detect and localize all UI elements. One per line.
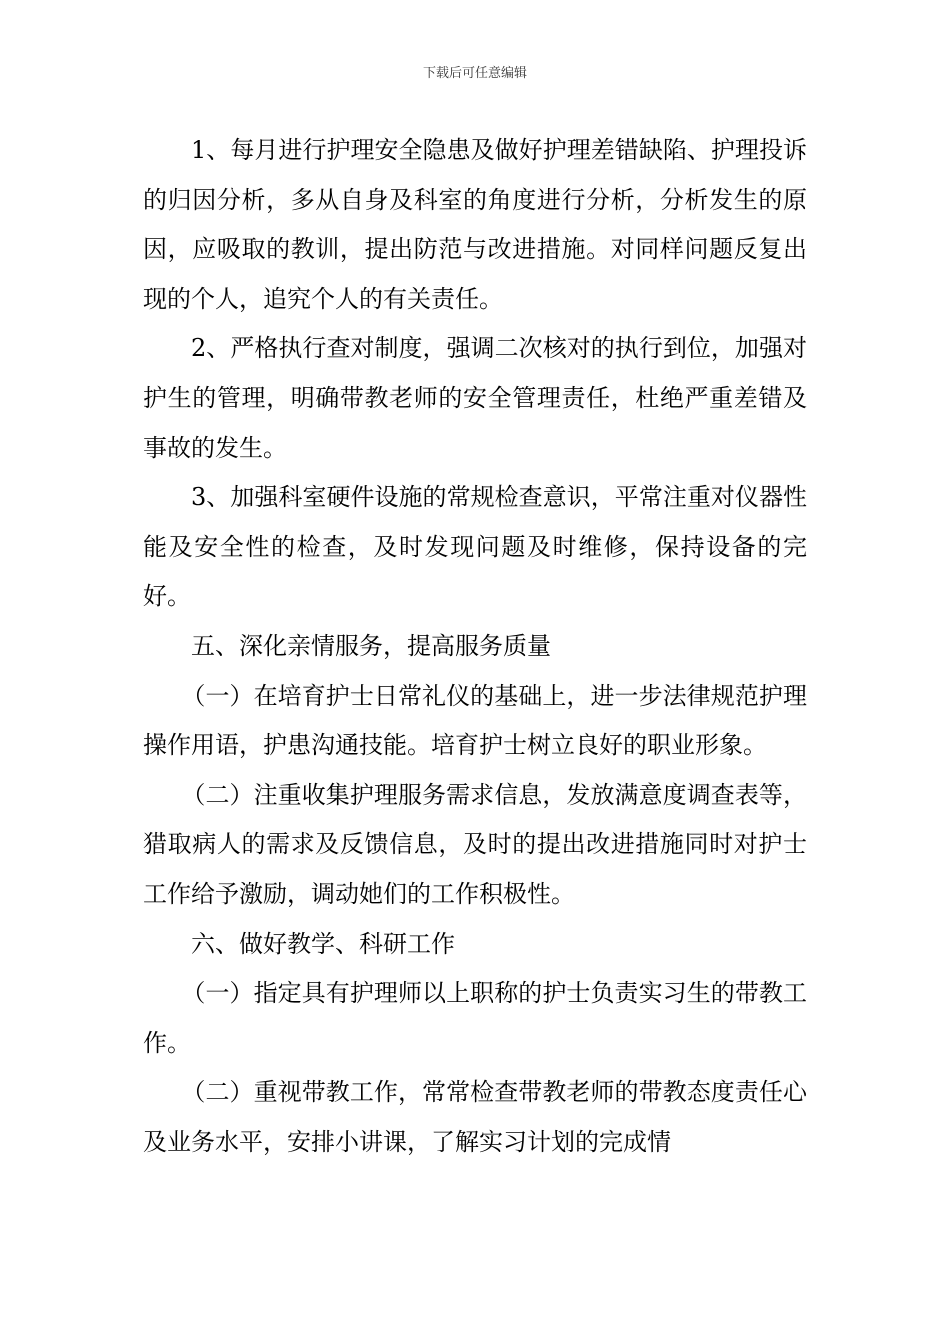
paragraph-3: 3、加强科室硬件设施的常规检查意识，平常注重对仪器性能及安全性的检查，及时发现问题及时维修，保持设备的完好。 [143,483,807,611]
document-body [143,126,807,1167]
paragraph-6-2: （二）重视带教工作，常常检查带教老师的带教态度责任心及业务水平，安排小讲课，了解实习计划的完成情 [143,1078,807,1156]
paragraph-6-1: （一）指定具有护理师以上职称的护士负责实习生的带教工作。 [143,979,807,1057]
paragraph-1: 1、每月进行护理安全隐患及做好护理差错缺陷、护理投诉的归因分析，多从自身及科室的角度进行分析，分析发生的原因，应吸取的教训，提出防范与改进措施。对同样问题反复出现的个人，追究个人的有关责任。 [143,136,807,313]
section-heading-6: 六、做好教学、科研工作 [191,929,455,958]
page-header: 下载后可任意编辑 [422,66,527,81]
paragraph-5-2: （二）注重收集护理服务需求信息，发放满意度调查表等，猎取病人的需求及反馈信息，及时的提出改进措施同时对护士工作给予激励，调动她们的工作积极性。 [143,780,807,908]
section-heading-5: 五、深化亲情服务，提高服务质量 [191,631,551,660]
paragraph-5-1: （一）在培育护士日常礼仪的基础上，进一步法律规范护理操作用语，护患沟通技能。培育护士树立良好的职业形象。 [143,681,807,760]
paragraph-2: 2、严格执行查对制度，强调二次核对的执行到位，加强对护生的管理，明确带教老师的安全管理责任，杜绝严重差错及事故的发生。 [143,334,807,462]
